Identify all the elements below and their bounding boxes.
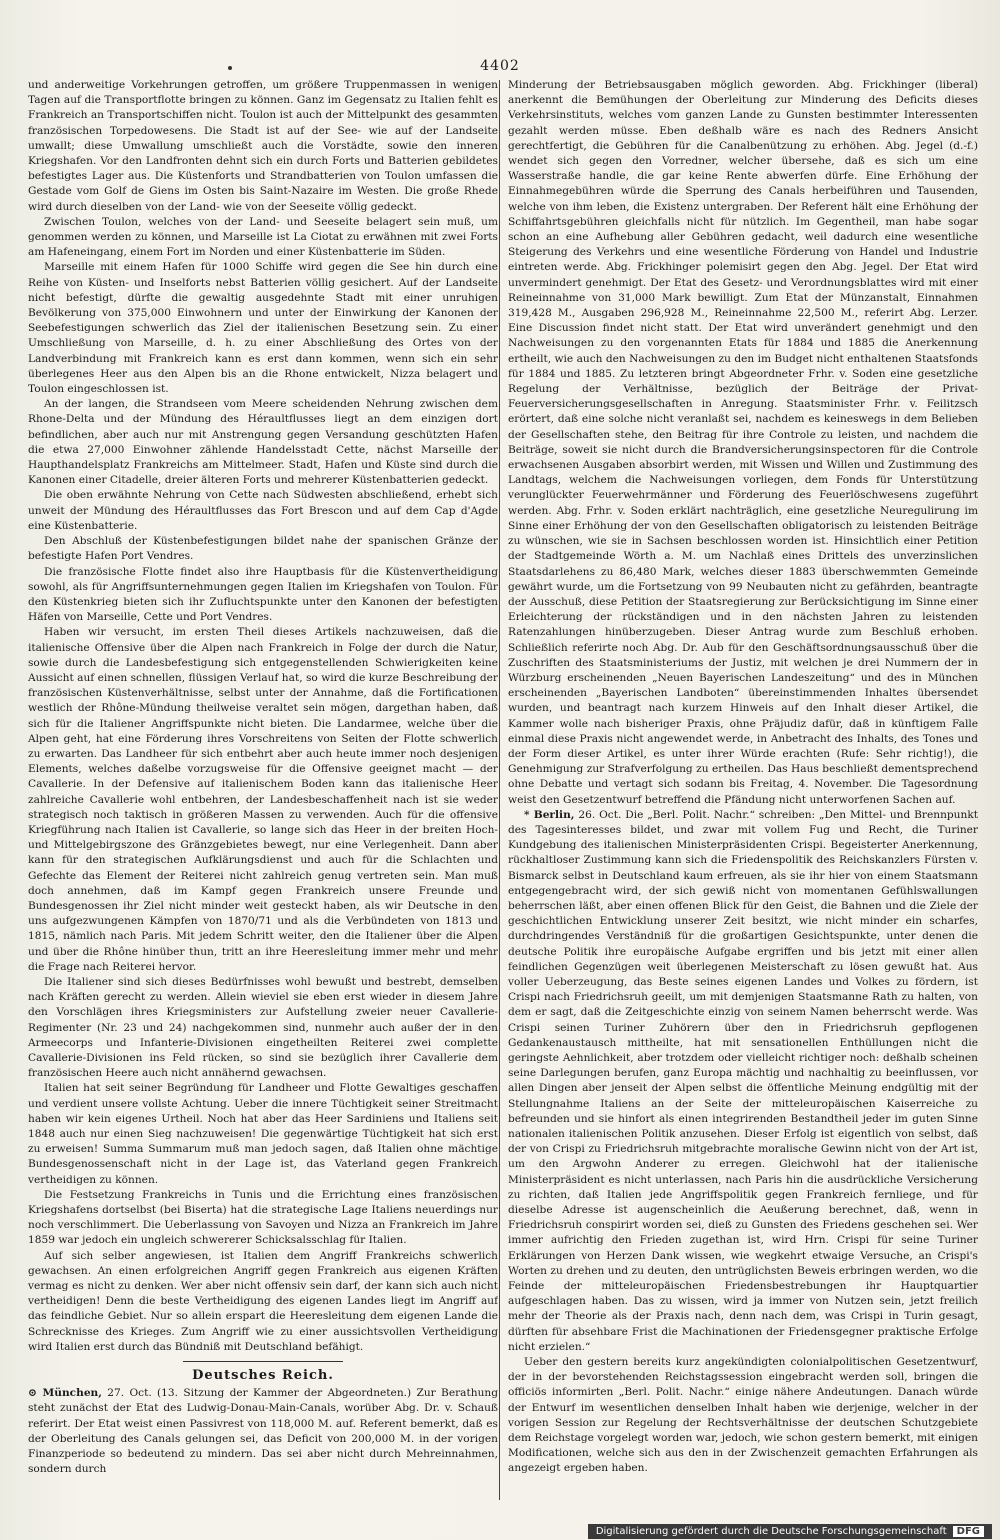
paragraph — [28, 1386, 498, 1477]
paragraph: Zwischen Toulon, welches von der Land- und Seeseite belagert sein muß, um genommen werden zu können, und Marseille ist La Ciotat zu erwähnen mit zwei Forts am Hafeneingang, einem Fort im Norden und einer Küstenbatterie im Süden. — [28, 215, 498, 259]
paragraph: Marseille mit einem Hafen für 1000 Schiffe wird gegen die See hin durch eine Reihe von Küsten- und Inselforts nebst Batterien völlig gesichert. Auf der Landseite nicht befestigt, dürfte die gewaltig ausgedehnte Stadt mit einer unruhigen Bevölkerung von 375,000 Einwohnern und unter der Einwirkung der Kanonen der Seebefestigungen schwerlich das Ziel der italienischen Besetzung sein. Zu einer Umschließung von Marseille, d. h. zu einer Abschließung des Ortes von der Landverbindung mit Frankreich kann es erst dann kommen, wenn sich ein sehr überlegenes Heer aus den Alpen bis an die Rhone entwickelt, Nizza belagert und Toulon eingeschlossen ist. — [28, 261, 498, 396]
page-number: 4402 — [480, 58, 520, 74]
paragraph: Ueber den gestern bereits kurz angekündigten colonialpolitischen Gesetzentwurf, der in der bevorstehenden Reichstagssession eingebracht werden soll, bringen die officiös informirten „Berl. Polit. Nachr.“ einige nähere Andeutungen. Danach würde der Entwurf im wesentlichen denselben Inhalt haben wie derjenige, welcher in der vorigen Session zur Regelung der Rechtsverhältnisse der deutschen Schutzgebiete dem Reichstage vorgelegt worden war, jedoch, wie schon gestern bemerkt, mit einigen Modificationen, welche sich aus den in der Zwischenzeit gemachten Erfahrungen als angezeigt ergeben haben. — [508, 1356, 978, 1475]
paragraph: Die oben erwähnte Nehrung von Cette nach Südwesten abschließend, erhebt sich unweit der Mündung des Héraultflusses das Fort Brescon und auf dem Cap d'Agde eine Küstenbatterie. — [28, 489, 498, 532]
paragraph: Auf sich selber angewiesen, ist Italien dem Angriff Frankreichs schwerlich gewachsen. An einen erfolgreichen Angriff gegen Frankreich aus eigenen Kräften vermag es nicht zu denken. Wer aber nicht offensiv sein darf, der kann sich auch nicht vertheidigen! Denn die beste Vertheidigung des eigenen Landes liegt im Angriff auf das feindliche Gebiet. Nur so allein erspart die Heeresleitung dem eigenen Lande die Schrecknisse des Krieges. Zum Angriff wie zu einer aussichtsvollen Vertheidigung wird Italien erst durch das Bündniß mit Deutschland befähigt. — [28, 1249, 498, 1353]
column-rule — [499, 80, 500, 1500]
paragraph: Die Italiener sind sich dieses Bedürfnisses wohl bewußt und bestrebt, demselben nach Kräften gerecht zu werden. Allein wieviel sie eben erst wieder in diesem Jahre den Vorschlägen ihres Kriegsministers zur Aufstellung zweier neuer Cavallerie-Regimenter (Nr. 23 und 24) nachgekommen sind, nunmehr auch außer der in den Armeecorps und Infanterie-Divisionen eingetheilten Reiterei zwei complette Cavallerie-Divisionen ins Feld rücken, so sind sie bezüglich ihrer Cavallerie dem französischen Heere auch nicht annähernd gewachsen. — [28, 975, 498, 1080]
paragraph: und anderweitige Vorkehrungen getroffen, um größere Truppenmassen in wenigen Tagen auf die Transportflotte bringen zu können. Ganz im Gegensatz zu Italien fehlt es Frankreich an Transportschiffen nicht. Toulon ist auch der Mittelpunkt des gesammten französischen Torpedowesens. Die Stadt ist auf der See- wie auf der Landseite umwallt; diese Umwallung umschließt auch die Vorstädte, sowie den inneren Kriegshafen. Vor den Landfronten dehnt sich ein durch Forts und Batterien gebildetes befestigtes Lager aus. Die Küstenforts und Strandbatterien von Toulon umfassen die Gestade vom Golf de Giens im Osten bis Saint-Nazaire im Westen. Die große Rhede wird durch dieselben von der Land- wie von der Seeseite völlig gedeckt. — [28, 79, 498, 213]
paragraph: Minderung der Betriebsausgaben möglich geworden. Abg. Frickhinger (liberal) anerkennt die Bemühungen der Oberleitung zur Minderung des Deficits dieses Verkehrsinstituts, welches vom ganzen Lande zu Gunsten bestimmter Interessenten gezahlt werden müsse. Eben deßhalb wäre es nach des Redners Ansicht gerechtfertigt, die Gebühren für die Canalbenützung zu erhöhen. Abg. Jegel (d.-f.) wendet sich gegen den Vorredner, welcher übersehe, daß es sich um eine Wasserstraße handle, die gar keine Rente abwerfen dürfe. Eine Erhöhung der Einnahmegebühren würde die Sperrung des Canals herbeiführen und Tausenden, welche von ihm leben, die Existenz untergraben. Der Referent hält eine Erhöhung der Schiffahrtsgebühren gleichfalls nicht für nützlich. Im Gegentheil, man habe sogar schon an eine Aufhebung aller Gebühren gedacht, weil dadurch eine wesentliche Steigerung des Verkehrs und eine wesentliche Förderung von Handel und Industrie eintreten werde. Abg. Frickhinger polemisirt gegen den Abg. Jegel. Der Etat wird unvermindert genehmigt. Der Etat des Gesetz- und Verordnungsblattes wird mit einer Reineinnahme von 31,000 Mark bewilligt. Zum Etat der Münzanstalt, Einnahmen 319,428 M., Ausgaben 296,928 M., Reineinnahme 22,500 M., referirt Abg. Lerzer. Eine Discussion findet nicht statt. Der Etat wird unverändert genehmigt und den Nachweisungen zu den vorgenannten Etats für 1884 und 1885 die Anerkennung ertheilt, wie auch den Nachweisungen zu den im Budget nicht enthaltenen Staatsfonds für 1884 und 1885. Zu letzteren bringt Abgeordneter Frhr. v. Soden eine gesetzliche Regelung der Verhältnisse, bezüglich der Beiträge der Privat-Feuerversicherungsgesellschaften in Anregung. Staatsminister Frhr. v. Feilitzsch erörtert, daß eine solche nicht veranlaßt sei, nachdem es keineswegs in dem Belieben der Gesellschaften stehe, den Beitrag für ihre Controle zu leisten, und nachdem die Beiträge, soweit sie nicht durch die Brandversicherungsinspectoren für die Controle erwachsenen Ausgaben absorbirt werden, mit Wissen und Willen und Zustimmung des Landtags, welchem die Nachweisungen vorliegen, dem Fonds für Unterstützung verunglückter Feuerwehrmänner und Förderung des Feuerlöschwesens zugeführt werden. Abg. Frhr. v. Soden erklärt nachträglich, eine gesetzliche Neuregulirung im Sinne einer Erhöhung der von den Gesellschaften obligatorisch zu leistenden Beiträge zu wünschen, wie sie in Sachsen beschlossen worden ist. Hinsichtlich einer Petition der Stadtgemeinde Wörth a. M. um Nachlaß eines Drittels des unverzinslichen Staatsdarlehens zu 86,480 Mark, welches dieser 1883 überschwemmten Gemeinde gewährt wurde, um die Fortsetzung von 99 Neubauten nicht zu gefährden, beantragte der Ausschuß, diese Petition der Staatsregierung zur Berücksichtigung im Sinne einer Erleichterung der rückständigen und in den nächsten Jahren zu leistenden Ratenzahlungen hinüberzugeben. Dieser Antrag wurde zum Beschluß erhoben. Schließlich referirte noch Abg. Dr. Aub für den Geschäftsordnungsausschuß über die Zuschriften des Staatsministeriums der Justiz, mit welchen je drei Nummern der in Würzburg erscheinenden „Neuen Bayerischen Landeszeitung“ und des in München erscheinenden „Bayerischen Landboten“ übereinstimmenden Inhaltes übersendet wurden, und beantragt nach kurzem Hinweis auf den Inhalt dieser Artikel, die Kammer wolle nach bisheriger Praxis, ohne Präjudiz dafür, daß in künftigem Falle einmal diese Praxis nicht angewendet werde, in Anbetracht des Inhalts, des Tones und der Form dieser Artikel, es unter ihrer Würde erachten (Rufe: Sehr richtig!), die Genehmigung zur Strafverfolgung zu ertheilen. Das Haus beschließt dementsprechend ohne Debatte und vertagt sich sodann bis Freitag, 4. November. Die Tagesordnung weist den Gesetzentwurf betreffend die Pfändung nicht unterworfenen Sachen auf. — [508, 79, 978, 806]
paragraph: Haben wir versucht, im ersten Theil dieses Artikels nachzuweisen, daß die italienische Offensive über die Alpen nach Frankreich in Folge der durch die Natur, sowie durch die Landesbefestigung sich entgegenstellenden Schwierigkeiten keine Aussicht auf einen schnellen, flüssigen Verlauf hat, so wird die kurze Beschreibung der französischen Küstenverhältnisse, selbst unter der Annahme, daß die Fortificationen westlich der Rhône-Mündung theilweise veraltet sein mögen, dargethan haben, daß sich für die Italiener Angriffspunkte nicht bieten. Die Landarmee, welche über die Alpen geht, hat eine Förderung ihres Vorschreitens von Seiten der Flotte schwerlich zu erwarten. Das Landheer für sich entbehrt aber auch heute immer noch desjenigen Elements, welches daßelbe vorzugsweise für die Offensive geeignet macht — der Cavallerie. In der Defensive auf italienischem Boden kann das italienische Heer zahlreiche Cavallerie wohl entbehren, der Landesbeschaffenheit nach ist sie weder strategisch noch taktisch in größeren Massen zu verwenden. Auch für die offensive Kriegführung nach Italien ist Cavallerie, so lange sich das Heer in der breiten Hoch- und Mittelgebirgszone des Gränzgebietes bewegt, nur eine Verlegenheit. Dann aber kann für den strategischen Aufklärungsdienst und auch für die Schlachten und Gefechte das Element der Reiterei nicht zahlreich genug vertreten sein. Man muß doch annehmen, daß im Kampf gegen Frankreich unsere Freunde und Bundesgenossen ihr Ziel nicht minder weit gesteckt haben, als wir Deutsche in den uns aufgezwungenen Kämpfen von 1870/71 und als die Verbündeten von 1813 und 1815, nämlich nach Paris. Mit jedem Schritt weiter, den die Italiener über die Alpen und über die Rhône hinüber thun, tritt an ihre Heeresleitung immer mehr und mehr die Frage nach Reiterei hervor. — [28, 626, 498, 973]
paragraph: Die Festsetzung Frankreichs in Tunis und die Errichtung eines französischen Kriegshafens dortselbst (bei Biserta) hat die strategische Lage Italiens neuerdings nur noch verschlimmert. Die Ueberlassung von Savoyen und Nizza an Frankreich im Jahre 1859 war jedoch ein ungleich schwererer Schicksalsschlag für Italien. — [28, 1188, 498, 1247]
paragraph-text: 26. Oct. Die „Berl. Polit. Nachr.“ schreiben: „Den Mittel- und Brennpunkt des Tagesinteresses bildet, und zwar mit vollem Fug und Recht, die Turiner Kundgebung des italienischen Ministerpräsidenten Crispi. Begeisterter Anerkennung, rückhaltloser Zustimmung kann sich die Friedenspolitik des Reichskanzlers Fürsten v. Bismarck selbst in Deutschland kaum erfreuen, als sie ihr hier von einem Staatsmann entgegengebracht wird, der sich gewiß nicht von momentanen Gefühlswallungen beherrschen läßt, aber einen offenen Blick für den Geist, die Bahnen und die Ziele der geschichtlichen Entwicklung unserer Zeit besitzt, wie nicht minder ein scharfes, durchdringendes Verständniß für die großartigen Gesichtspunkte, unter denen die deutsche Politik ihre europäische Aufgabe ergriffen und bis jetzt mit einer allen feindlichen Gegenzügen weit überlegenen Meisterschaft zu lösen gewußt hat. Aus voller Ueberzeugung, das Beste seines eigenen Landes und Volkes zu fördern, ist Crispi nach Friedrichsruh geeilt, um mit demjenigen Staatsmanne Rath zu halten, von dem er sagt, daß die Zeitgeschichte einzig von seinem Namen beherrscht werde. Was Crispi seinen Turiner Zuhörern über den in Friedrichsruh gepflogenen Gedankenaustausch mittheilte, hat mit sensationellen Enthüllungen nicht die geringste Aehnlichkeit, aber trotzdem oder vielleicht richtiger noch: deßhalb scheinen seine Darlegungen berufen, ganz Europa mächtig und nachhaltig zu beeinflussen, vor allen Dingen aber jenseit der Alpen selbst die öffentliche Meinung endgültig mit der Stellungnahme Italiens an der Seite der mitteleuropäischen Kaiserreiche zu befreunden und sie hinfort als einen integrirenden Bestandtheil jeder im guten Sinne nationalen italienischen Politik anzusehen. Dieser Erfolg ist eigentlich von selbst, daß der von Crispi zu Friedrichsruh mitgebrachte moralische Gewinn nicht von der Art ist, um den Argwohn Anderer zu erregen. Gleichwohl hat der italienische Ministerpräsident es nicht unterlassen, nach Paris hin die ausdrückliche Versicherung zu richten, daß Italien jede Angriffspolitik gegen Frankreich fernliege, und für dieselbe Adresse ist augenscheinlich die Aeußerung berechnet, daß, wenn in Friedrichsruh conspirirt worden sei, dieß zu Gunsten des Friedens geschehen sei. Wer immer aufrichtig den Frieden zugethan ist, wird Hrn. Crispi für seine Turiner Erklärungen von Herzen Dank wissen, wie wegkehrt etwaige Versuche, an Crispi's Worten zu drehen und zu deuten, den untrüglichsten Beweis erbringen werden, wo die Feinde der mitteleuropäischen Friedensbestrebungen ihr Hauptquartier aufgeschlagen haben. Das zu wissen, wird ja immer von Nutzen sein, jetzt freilich mehr der Theorie als der Praxis nach, denn nach dem, was Crispi in Turin gesagt, dürften für absehbare Frist die Machinationen der Friedensgegner praktische Erfolge nicht erzielen.“ — [508, 808, 978, 1353]
paragraph-text: 27. Oct. (13. Sitzung der Kammer der Abgeordneten.) Zur Berathung steht zunächst der Etat des Ludwig-Donau-Main-Canals, worüber Abg. Dr. v. Schauß referirt. Der Etat weist einen Passivrest von 118,000 M. auf. Referent bemerkt, daß es der Oberleitung des Canals gelungen sei, das Deficit von 200,000 M. in der vorigen Finanzperiode so bedeutend zu mindern. Das sei aber nicht durch Mehreinnahmen, sondern durch — [28, 1387, 498, 1476]
paragraph — [508, 808, 978, 1355]
paragraph: An der langen, die Strandseen vom Meere scheidenden Nehrung zwischen dem Rhone-Delta und der Mündung des Héraultflusses liegt an dem einzigen dort befindlichen, aber auch nur mit Anstrengung gegen Versandung geschützten Hafen die etwa 27,000 Einwohner zählende Handelsstadt Cette, nächst Marseille der Haupthandelsplatz Frankreichs am Mittelmeer. Stadt, Hafen und Küste sind durch die Kanonen einer Citadelle, dreier älteren Forts und mehrerer Küstenbatterien gedeckt. — [28, 398, 498, 487]
paragraph: Den Abschluß der Küstenbefestigungen bildet nahe der spanischen Gränze der befestigte Hafen Port Vendres. — [28, 535, 498, 563]
paragraph: Italien hat seit seiner Begründung für Landheer und Flotte Gewaltiges geschaffen und verdient unsere vollste Achtung. Ueber die innere Tüchtigkeit seiner Streitmacht haben wir kein eigenes Urtheil. Noch hat aber das Heer Sardiniens und Italiens seit 1848 auch nur einen Sieg nachzuweisen! Die gegenwärtige Tüchtigkeit hat sich erst zu erweisen! Summa Summarum muß man jedoch sagen, daß Italien ohne mächtige Bundesgenossenschaft nicht in der Lage ist, das Vaterland gegen Frankreich vertheidigen zu können. — [28, 1082, 498, 1186]
dateline: ⊙ München, — [28, 1387, 102, 1400]
right-column — [508, 78, 978, 1506]
paragraph: Die französische Flotte findet also ihre Hauptbasis für die Küstenvertheidigung sowohl, als für Angriffsunternehmungen gegen Italien im Kriegshafen von Toulon. Für den Küstenkrieg bieten sich ihr Zufluchtspunkte unter den Kanonen der befestigten Häfen von Marseille, Cette und Port Vendres. — [28, 565, 498, 624]
ornament-dot — [228, 66, 232, 70]
digitization-footer — [588, 1524, 992, 1539]
dateline: * Berlin, — [524, 808, 575, 821]
section-divider — [183, 1361, 343, 1362]
left-column — [28, 78, 498, 1506]
dfg-logo: DFG — [953, 1526, 984, 1537]
section-title: Deutsches Reich. — [192, 1368, 334, 1384]
footer-text: Digitalisierung gefördert durch die Deutsche Forschungsgemeinschaft — [595, 1526, 947, 1537]
